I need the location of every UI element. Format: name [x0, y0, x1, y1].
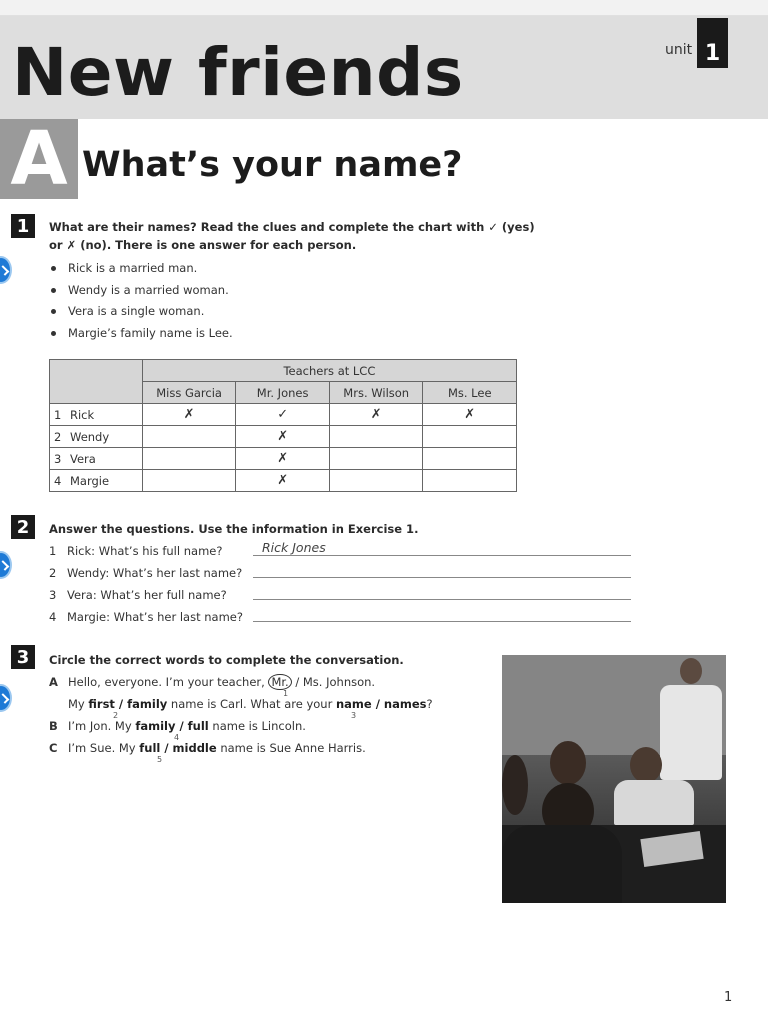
chart-cell[interactable]: ✓: [236, 404, 330, 426]
photo-student-body: [614, 780, 694, 825]
conversation-line-c: C I’m Sue. My full / middle name is Sue Anne Harris.: [49, 741, 366, 755]
unit-label: unit: [665, 42, 693, 58]
chart-cell[interactable]: ✗: [236, 426, 330, 448]
chart-cell[interactable]: [423, 470, 517, 492]
chart-row: [50, 404, 517, 426]
page-title: New friends: [12, 34, 464, 111]
clue-item: Rick is a married man.: [52, 261, 197, 275]
answer-text: Rick Jones: [262, 540, 326, 555]
conversation-line-b: B I’m Jon. My family / full name is Lincoln.: [49, 719, 306, 733]
item-subscript: 4: [174, 733, 180, 742]
circled-answer[interactable]: Mr.: [268, 674, 291, 690]
exercise-3-instruction: Circle the correct words to complete the conversation.: [49, 653, 404, 667]
conversation-line-a1: A Hello, everyone. I’m your teacher, Mr. / Ms. Johnson.: [49, 675, 376, 689]
photo-student: [550, 741, 586, 785]
chart-row-label: 1 Rick: [50, 404, 143, 426]
conversation-line-a2: My first / family name is Carl. What are your name / names?: [68, 697, 433, 711]
chart-column-header: Mr. Jones: [236, 382, 330, 404]
item-subscript: 5: [157, 755, 163, 764]
chart-row-label: 4 Margie: [50, 470, 143, 492]
question-row: 4 Margie: What’s her last name?: [49, 610, 243, 624]
section-letter: A: [0, 119, 78, 199]
chart-row-label: 2 Wendy: [50, 426, 143, 448]
chart-cell[interactable]: [423, 426, 517, 448]
chart-cell[interactable]: [329, 470, 423, 492]
clue-item: Vera is a single woman.: [52, 304, 204, 318]
chart-cell[interactable]: [423, 448, 517, 470]
exercise-2-instruction: Answer the questions. Use the information in Exercise 1.: [49, 522, 419, 536]
chart-group-header: Teachers at LCC: [142, 360, 516, 382]
chart-column-header: Ms. Lee: [423, 382, 517, 404]
exercise-3-number: 3: [11, 645, 35, 669]
item-subscript: 1: [283, 689, 289, 698]
chart-cell[interactable]: ✗: [236, 448, 330, 470]
answer-line[interactable]: [253, 562, 631, 578]
exercise-1-link-icon[interactable]: [0, 256, 12, 284]
exercise-1-number: 1: [11, 214, 35, 238]
item-subscript: 2: [113, 711, 119, 720]
classroom-photo: [502, 655, 726, 903]
photo-student: [630, 747, 662, 783]
answer-line[interactable]: [253, 584, 631, 600]
chart-cell[interactable]: [142, 448, 236, 470]
chart-cell[interactable]: [142, 470, 236, 492]
chart-row: [50, 470, 517, 492]
exercise-1-instruction-line1: What are their names? Read the clues and complete the chart with ✓ (yes): [49, 220, 535, 234]
chart-cell[interactable]: ✗: [142, 404, 236, 426]
chart-column-header: Miss Garcia: [142, 382, 236, 404]
chart-row: [50, 448, 517, 470]
chart-group-header-row: [50, 360, 517, 382]
word-choice[interactable]: name / names: [335, 697, 427, 711]
word-choice[interactable]: first / family: [88, 697, 168, 711]
question-row: 1 Rick: What’s his full name?: [49, 544, 223, 558]
chart-cell[interactable]: [329, 426, 423, 448]
exercise-2-link-icon[interactable]: [0, 551, 12, 579]
photo-teacher-body: [660, 685, 722, 780]
question-row: 3 Vera: What’s her full name?: [49, 588, 227, 602]
clue-item: Wendy is a married woman.: [52, 283, 229, 297]
photo-student: [502, 755, 528, 815]
chart-corner-cell: [50, 360, 143, 404]
chart-cell[interactable]: [329, 448, 423, 470]
exercise-3-link-icon[interactable]: [0, 684, 12, 712]
chart-cell[interactable]: [142, 426, 236, 448]
exercise-1-instruction-line2: or ✗ (no). There is one answer for each person.: [49, 238, 357, 252]
clue-item: Margie’s family name is Lee.: [52, 326, 233, 340]
chart-column-header: Mrs. Wilson: [329, 382, 423, 404]
word-choice[interactable]: family / full: [135, 719, 209, 733]
unit-number: 1: [697, 18, 728, 68]
top-strip: [0, 0, 768, 16]
chart-cell[interactable]: ✗: [423, 404, 517, 426]
exercise-2-number: 2: [11, 515, 35, 539]
chart-cell[interactable]: ✗: [329, 404, 423, 426]
photo-teacher-head: [680, 658, 702, 684]
teachers-chart: [49, 359, 517, 492]
chart-row-label: 3 Vera: [50, 448, 143, 470]
word-choice[interactable]: full / middle: [139, 741, 217, 755]
answer-line[interactable]: [253, 606, 631, 622]
item-subscript: 3: [351, 711, 357, 720]
chart-cell[interactable]: ✗: [236, 470, 330, 492]
page-number: 1: [724, 990, 733, 1005]
chart-row: [50, 426, 517, 448]
section-title: What’s your name?: [82, 145, 463, 185]
question-row: 2 Wendy: What’s her last name?: [49, 566, 243, 580]
photo-student-body: [502, 825, 622, 903]
